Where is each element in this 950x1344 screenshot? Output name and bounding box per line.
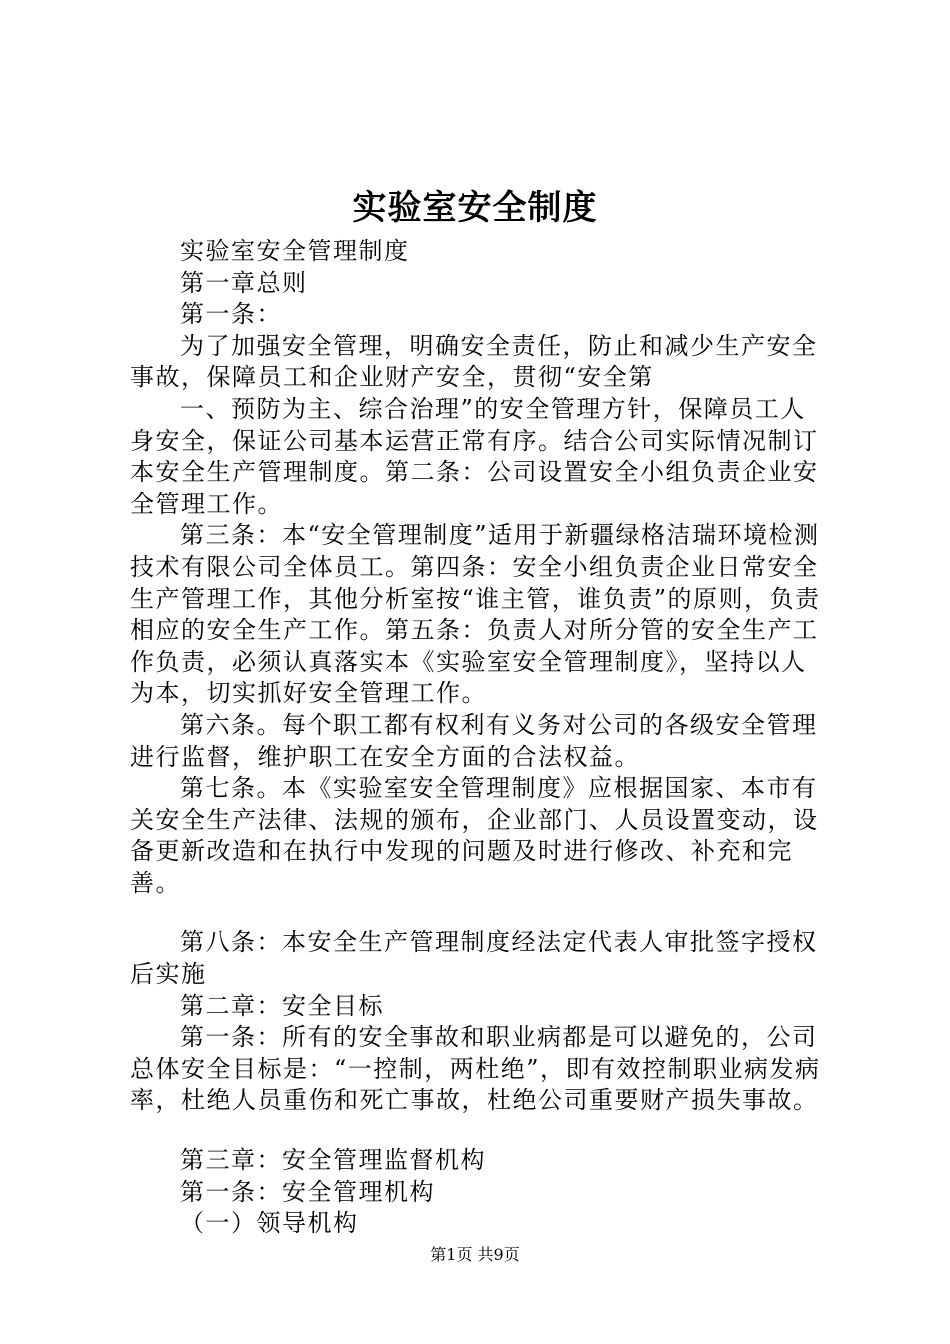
document-title: 实验室安全制度 [352, 188, 598, 228]
paragraph-articles-3-to-5: 第三条：本“安全管理制度”适用于新疆绿格洁瑞环境检测技术有限公司全体员工。第四条：安全小组负责企业日常安全生产管理工作，其他分析室按“谁主管，谁负责”的原则，负责相应的安全生产工作。第五条：负责人对所分管的安全生产工作负责，必须认真落实本《实验室安全管理制度》，坚持以人为本，切实抓好安全管理工作。 [130, 521, 821, 708]
document-body [130, 236, 830, 1240]
paragraph-chapter-3-heading: 第三章：安全管理监督机构 [180, 1146, 486, 1175]
paragraph-spacer [130, 899, 830, 927]
paragraph-article-1-label: 第一条： [180, 300, 282, 329]
page-footer: 第1页 共9页 [430, 1245, 520, 1264]
paragraph-leadership-body: （一）领导机构 [180, 1209, 359, 1238]
paragraph-article-7: 第七条。本《实验室安全管理制度》应根据国家、本市有关安全生产法律、法规的颁布，企业部门、人员设置变动，设备更新改造和在执行中发现的问题及时进行修改、补充和完善。 [130, 774, 819, 897]
paragraph-spacer [130, 1117, 830, 1145]
paragraph-article-1-text: 为了加强安全管理，明确安全责任，防止和减少生产安全事故，保障员工和企业财产安全，贯彻“安全第 [130, 331, 818, 392]
paragraph-article-6: 第六条。每个职工都有权利有义务对公司的各级安全管理进行监督，维护职工在安全方面的合法权益。 [130, 710, 818, 771]
paragraph-article-8: 第八条：本安全生产管理制度经法定代表人审批签字授权后实施 [130, 928, 818, 989]
paragraph-subtitle: 实验室安全管理制度 [180, 237, 410, 265]
paragraph-chapter-2-article-1: 第一条：所有的安全事故和职业病都是可以避免的，公司总体安全目标是：“一控制，两杜绝”，即有效控制职业病发病率，杜绝人员重伤和死亡事故，杜绝公司重要财产损失事故。 [130, 1023, 821, 1115]
paragraph-article-1-continued: 一、预防为主、综合治理”的安全管理方针，保障员工人身安全，保证公司基本运营正常有序。结合公司实际情况制订本安全生产管理制度。第二条：公司设置安全小组负责企业安全管理工作。 [130, 394, 819, 518]
paragraph-chapter-2-heading: 第二章：安全目标 [180, 991, 384, 1020]
paragraph-chapter-3-article-1: 第一条：安全管理机构 [180, 1177, 435, 1206]
paragraph-chapter-1-heading: 第一章总则 [180, 268, 308, 297]
